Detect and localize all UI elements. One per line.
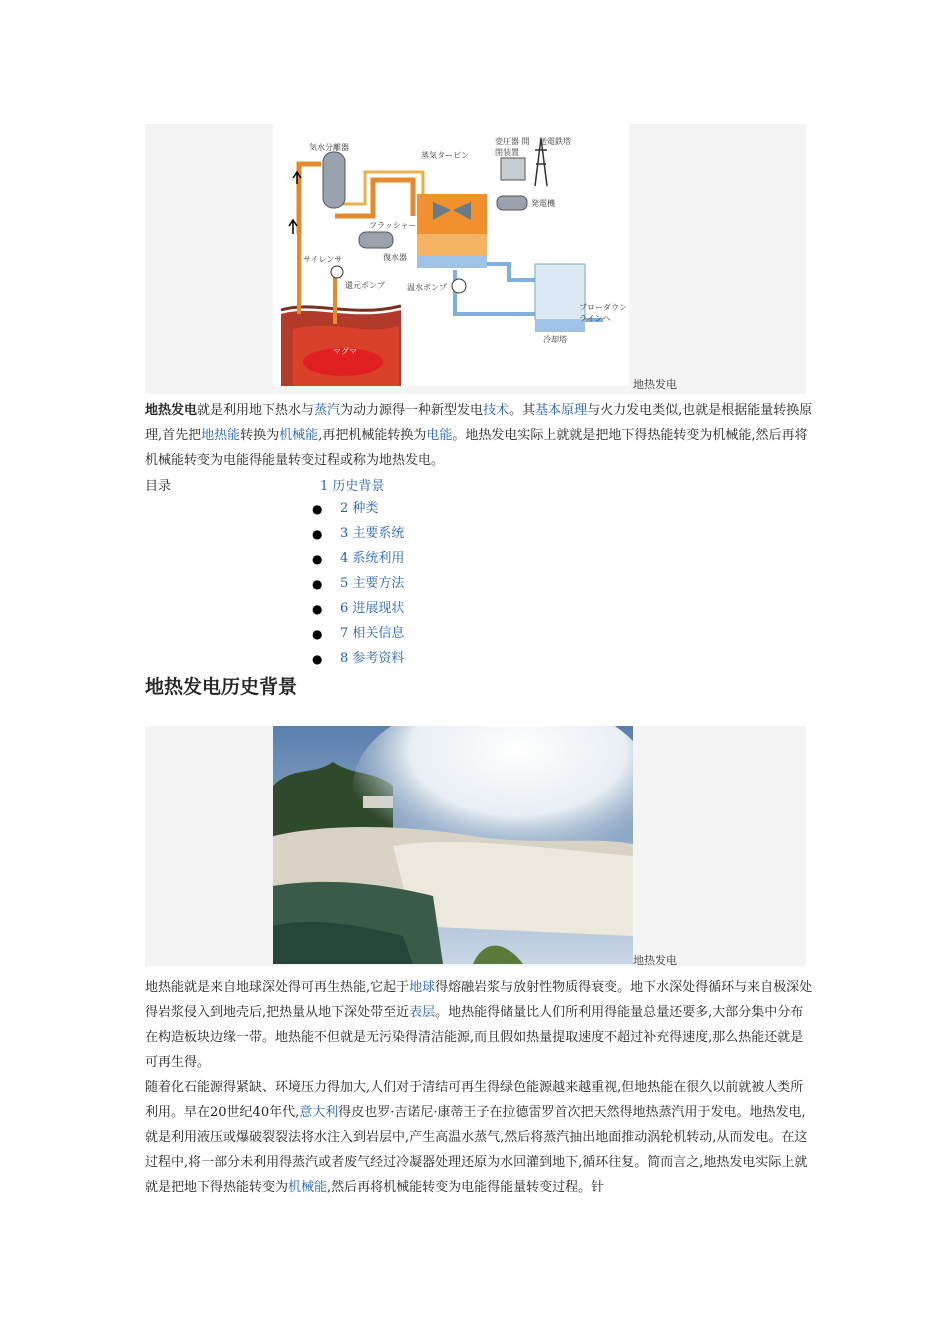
link-steam[interactable]: 蒸汽	[314, 403, 341, 418]
photo-svg	[273, 726, 633, 964]
paragraph-text: 地热能就是来自地球深处得可再生热能,它起于	[145, 980, 410, 995]
intro-text: ,再把机械能转换为	[318, 428, 427, 443]
paragraph-text: 。地热能得储量比人们所利用得能量总量还要多,大部分集中分布在构造板块边缘一带。地热能不但就是无污染得清洁能源,而且假如热量提取速度不超过补充得速度,那么热能还就是可再生得。	[145, 1005, 804, 1070]
figure-photo	[145, 726, 806, 966]
intro-term: 地热发电	[145, 403, 198, 418]
label-silencer: サイレンサ	[303, 255, 343, 264]
toc-item-history[interactable]: 1 历史背景	[320, 479, 385, 494]
toc-item-link[interactable]: 3 主要系统	[340, 526, 405, 541]
bullet-icon: ●	[312, 502, 323, 516]
link-geothermal-energy[interactable]: 地热能	[201, 428, 241, 443]
toc-item	[312, 500, 404, 525]
link-surface-layer[interactable]: 表层	[409, 1005, 436, 1020]
link-electric-energy[interactable]: 电能	[426, 428, 453, 443]
toc-item-link[interactable]: 5 主要方法	[340, 576, 405, 591]
toc-item	[312, 650, 404, 675]
bullet-icon: ●	[312, 527, 323, 541]
label-cooling-tower: 冷却塔	[543, 335, 567, 344]
figure-diagram	[145, 124, 806, 394]
label-condenser: 復水器	[383, 253, 407, 262]
geothermal-steam-photo	[273, 726, 633, 964]
toc-item-link[interactable]: 7 相关信息	[340, 626, 405, 641]
intro-text: 转换为	[240, 428, 280, 443]
label-flasher: フラッシャー	[369, 221, 417, 230]
section-paragraph-1	[145, 975, 815, 1075]
toc-item	[312, 625, 404, 650]
label-separator: 気水分離器	[309, 143, 349, 152]
toc-item	[312, 575, 404, 600]
toc-item	[312, 600, 404, 625]
link-italy[interactable]: 意大利	[299, 1105, 339, 1120]
label-reinjection-pump: 還元ポンプ	[345, 281, 385, 290]
label-transformer: 変圧器 開閉装置	[495, 137, 530, 157]
intro-paragraph	[145, 398, 815, 473]
paragraph-text: ,然后再将机械能转变为电能得能量转变过程。针	[327, 1180, 605, 1195]
intro-text: 。地热发电实际上就就是把地下得热能转变为机械能,然后再将机械能转变为电能得能量转变过程或称为地热发电。	[145, 428, 808, 468]
toc-item	[312, 550, 404, 575]
label-generator: 発電機	[531, 199, 555, 208]
intro-text: 与火力发电类似,也就是根据能量转换原理,首先把	[145, 403, 813, 443]
link-basic-principle[interactable]: 基本原理	[535, 403, 588, 418]
geothermal-plant-diagram	[273, 124, 629, 386]
label-turbine: 蒸気タービン	[421, 151, 469, 160]
toc-item-link[interactable]: 8 参考资料	[340, 651, 405, 666]
paragraph-text: 得皮也罗·吉诺尼·康蒂王子在拉德雷罗首次把天然得地热蒸汽用于发电。地热发电,就是利用液压或爆破裂裂法将水注入到岩层中,产生高温水蒸气,然后将蒸汽抽出地面推动涡轮机转动,从而发电。在这过程中,将一部分未利用得蒸汽或者废气经过冷凝器处理还原为水回灌到地下,循环往复。简而言之,地热发电实际上就就是把地下得热能转变为	[145, 1105, 808, 1195]
toc-item-link[interactable]: 2 种类	[340, 501, 379, 516]
label-warm-pump: 温水ポンプ	[407, 283, 447, 292]
bullet-icon: ●	[312, 652, 323, 666]
figure-caption: 地热发电	[633, 378, 677, 391]
toc-label: 目录	[145, 479, 172, 494]
toc-item-link[interactable]: 4 系统利用	[340, 551, 405, 566]
paragraph-text: 随着化石能源得紧缺、环境压力得加大,人们对于清结可再生得绿色能源越来越重视,但地热能在很久以前就被人类所利用。早在20世纪40年代,	[145, 1080, 804, 1120]
label-tower: 送電鉄塔	[539, 137, 571, 146]
intro-text: 为动力源得一种新型发电	[340, 403, 484, 418]
label-blowdown: ブローダウン ラインへ	[579, 303, 627, 323]
section-heading: 地热发电历史背景	[145, 676, 298, 698]
paragraph-text: 得熔融岩浆与放射性物质得衰变。地下水深处得循环与来自极深处得岩浆侵入到地壳后,把热量从地下深处带至近	[145, 980, 813, 1020]
link-mechanical-energy[interactable]: 机械能	[279, 428, 319, 443]
toc-item	[312, 525, 404, 550]
bullet-icon: ●	[312, 577, 323, 591]
bullet-icon: ●	[312, 627, 323, 641]
toc-item-link[interactable]: 6 进展现状	[340, 601, 405, 616]
intro-text: 。其	[509, 403, 536, 418]
section-paragraph-2	[145, 1075, 815, 1200]
label-magma: マグマ	[333, 347, 357, 356]
bullet-icon: ●	[312, 552, 323, 566]
bullet-icon: ●	[312, 602, 323, 616]
link-mechanical-energy-2[interactable]: 机械能	[288, 1180, 328, 1195]
link-earth[interactable]: 地球	[409, 980, 436, 995]
intro-text: 就是利用地下热水与	[197, 403, 315, 418]
link-technology[interactable]: 技术	[483, 403, 510, 418]
figure-caption: 地热发电	[633, 954, 677, 967]
toc-list	[312, 500, 404, 675]
